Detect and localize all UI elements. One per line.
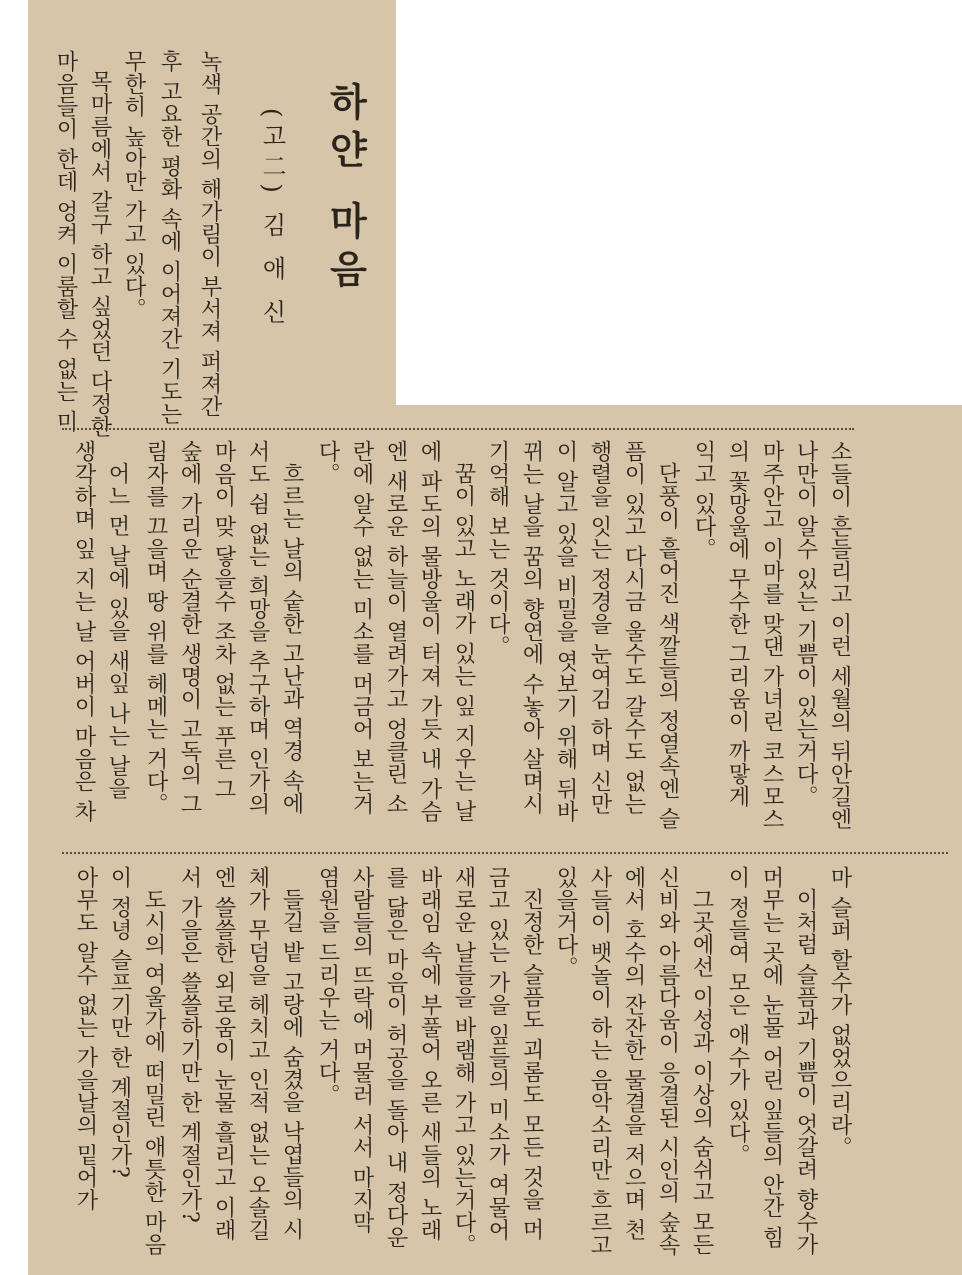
text-line: 단풍이 흩어진 색깔들의 정열속엔 슬 [655, 462, 680, 830]
text-line: 도시의 여울가에 떠밀린 애틋한 마음 [141, 888, 166, 1256]
text-line: 마주안고 이마를 맞댄 가녀린 코스모스 [759, 440, 784, 830]
text-line: 이 정들여 모은 애수가 있다。 [725, 866, 750, 1166]
text-line: 그곳에선 이성과 이상의 숨쉬고 모든 [689, 888, 714, 1256]
text-line: 녹색 공간의 해가림이 부서져 퍼져간 [197, 50, 222, 418]
text-line: 행렬을 잇는 정경을 눈여김 하며 신만 [587, 440, 612, 815]
text-line: 소들이 흔들리고 이런 세월의 뒤안길엔 [827, 440, 852, 830]
text-line: 픔이 있고 다시금 울수도 갈수도 없는 [621, 440, 646, 815]
text-line: 이 알고 있을 비밀을 엿보기 위해 뒤바 [553, 440, 578, 823]
text-line: 목마름에서 갈구 하고 싶었던 다정한 [87, 70, 112, 438]
text-line: 진정한 슬픔도 괴롬도 모든 것을 머 [519, 888, 544, 1241]
text-line: 의 꽃망울에 무수한 그리움이 까맣게 [725, 440, 750, 808]
text-line: 기억해 보는 것이다。 [485, 440, 510, 658]
text-line: 체가 무덤을 헤치고 인적 없는 오솔길 [245, 866, 270, 1241]
text-line: 바래임 속에 부풀어 오른 새들의 노래 [417, 866, 442, 1241]
text-line: 익고 있다。 [691, 440, 716, 560]
text-line: 마음이 맞 닿을수 조차 없는 푸른 그 [211, 440, 236, 800]
text-line: 마 슬퍼 할수가 없었으리라。 [827, 866, 852, 1159]
text-line: 숲에 가리운 순결한 생명이 고독의 그 [177, 440, 202, 815]
text-line: 이처럼 슬픔과 기쁨이 엇갈려 향수가 [793, 888, 818, 1256]
text-line: 서 가을은 쓸쓸하기만 한 계절인가? [177, 866, 202, 1224]
text-line: 에 파도의 물방울이 터져 가듯 내 가슴 [417, 440, 442, 823]
text-line: 엔 새로운 하늘이 열려가고 엉클린 소 [383, 440, 408, 815]
text-line: 들길 밭 고랑에 숨겼을 낙엽들의 시 [279, 888, 304, 1241]
text-line: 서도 쉼 없는 희망을 추구하며 인가의 [245, 440, 270, 815]
text-line: 에서 호수의 잔잔한 물결을 저으며 천 [621, 866, 646, 1241]
text-line: 후 고요한 평화 속에 이어져간 기도는 [157, 50, 182, 425]
text-line: 어느 먼 날에 있을 새잎 나는 날을 [105, 462, 130, 800]
text-line: 무한히 높아만 가고 있다。 [121, 50, 146, 320]
text-line: 림자를 끄을며 땅 위를 헤메는 거다。 [143, 440, 168, 815]
text-line: 머무는 곳에 눈물 어린 잎들의 안간 힘 [759, 866, 784, 1249]
author-byline: (고二) 김 애 신 [258, 108, 286, 330]
text-line: 금고 있는 가을 잎들의 미소가 여물어 [485, 866, 510, 1241]
section-divider-2 [62, 852, 948, 854]
text-line: 꿈이 있고 노래가 있는 잎 지우는 날 [451, 462, 476, 822]
section-divider-1 [62, 428, 854, 430]
text-line: 엔 쓸쓸한 외로움이 눈물 흘리고 이래 [211, 866, 236, 1241]
text-line: 신비와 아름다움이 응결된 시인의 숲속 [655, 866, 680, 1256]
article-title: 하얀 마음 [323, 82, 368, 298]
text-line: 를 닮은 마음이 허공을 돌아 내 정다운 [383, 866, 408, 1249]
text-line: 뀌는 날을 꿈의 향연에 수놓아 살며시 [519, 440, 544, 815]
text-line: 있을거다。 [553, 866, 578, 979]
text-line: 사들이 뱃놀이 하는 음악소리만 흐르고 [587, 866, 612, 1256]
text-line: 아무도 알수 없는 가을날의 밑어가 [73, 866, 98, 1211]
text-line: 란에 알수 없는 미소를 머금어 보는거 [349, 440, 374, 815]
text-line: 사람들의 뜨락에 머물러 서서 마지막 [349, 866, 374, 1234]
text-line: 나만이 알수 있는 기쁨이 있는거다。 [793, 440, 818, 808]
text-line: 흐르는 날의 숱한 고난과 역경 속에 [279, 462, 304, 815]
text-line: 새로운 날들을 바램해 가고 있는거다。 [451, 866, 476, 1256]
text-line: 다。 [315, 440, 340, 485]
text-line: 이 정녕 슬프기만 한 계절인가? [107, 866, 132, 1179]
text-line: 생각하며 잎 지는 날 어버이 마음은 차 [71, 440, 96, 823]
text-line: 마음들이 한데 엉켜 이룸할 수 없는 미 [53, 50, 78, 433]
text-line: 염원을 드리우는 거다。 [315, 866, 340, 1106]
